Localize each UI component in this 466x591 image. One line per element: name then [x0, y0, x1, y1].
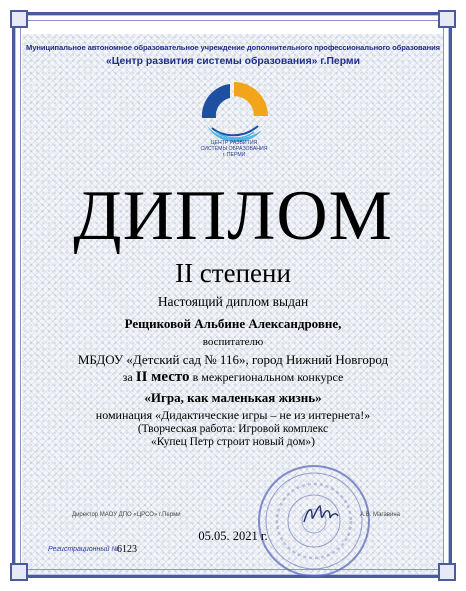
recipient-name: Рещиковой Альбине Александровне, [124, 316, 342, 331]
diploma-degree: II степени [175, 258, 291, 288]
work-description-line: (Творческая работа: Игровой комплекс [137, 423, 329, 435]
corner-ornament [438, 10, 456, 28]
contest-name: «Игра, как маленькая жизнь» [144, 390, 322, 405]
registration-label: Регистрационный № [48, 546, 119, 553]
place-suffix: в межрегиональном конкурсе [192, 370, 344, 384]
corner-ornament [438, 563, 456, 581]
recipient-institution: МБДОУ «Детский сад № 116», город Нижний Новгород [77, 352, 389, 367]
organization-center: «Центр развития системы образования» г.Перми [105, 56, 360, 67]
director-title: Директор МАОУ ДПО «ЦРСО» г.Перми [72, 512, 181, 518]
issue-date: 05.05. 2021 г. [198, 529, 268, 543]
work-description-line: «Купец Петр строит новый дом») [151, 436, 315, 448]
recipient-position: воспитателю [202, 336, 264, 348]
director-name: А.В. Магавина [360, 512, 400, 518]
issued-text: Настоящий диплом выдан [157, 294, 309, 309]
place-prefix: за [122, 370, 133, 384]
corner-ornament [10, 563, 28, 581]
logo-caption [190, 140, 278, 158]
signature-icon [300, 500, 340, 530]
place-value: II место [135, 369, 190, 385]
logo-caption-line: СИСТЕМЫ ОБРАЗОВАНИЯ [200, 146, 268, 152]
place-line [0, 369, 466, 386]
registration-number: 6123 [117, 544, 137, 555]
organization-name: Муниципальное автономное образовательное учреждение дополнительного профессионального образования [25, 43, 440, 52]
logo-caption-line: ЦЕНТР РАЗВИТИЯ [210, 140, 258, 146]
corner-ornament [10, 10, 28, 28]
logo-caption-line: г. ПЕРМИ [222, 152, 246, 158]
diploma-title: ДИПЛОМ [73, 177, 393, 255]
nomination: номинация «Дидактические игры – не из интернета!» [95, 408, 371, 422]
